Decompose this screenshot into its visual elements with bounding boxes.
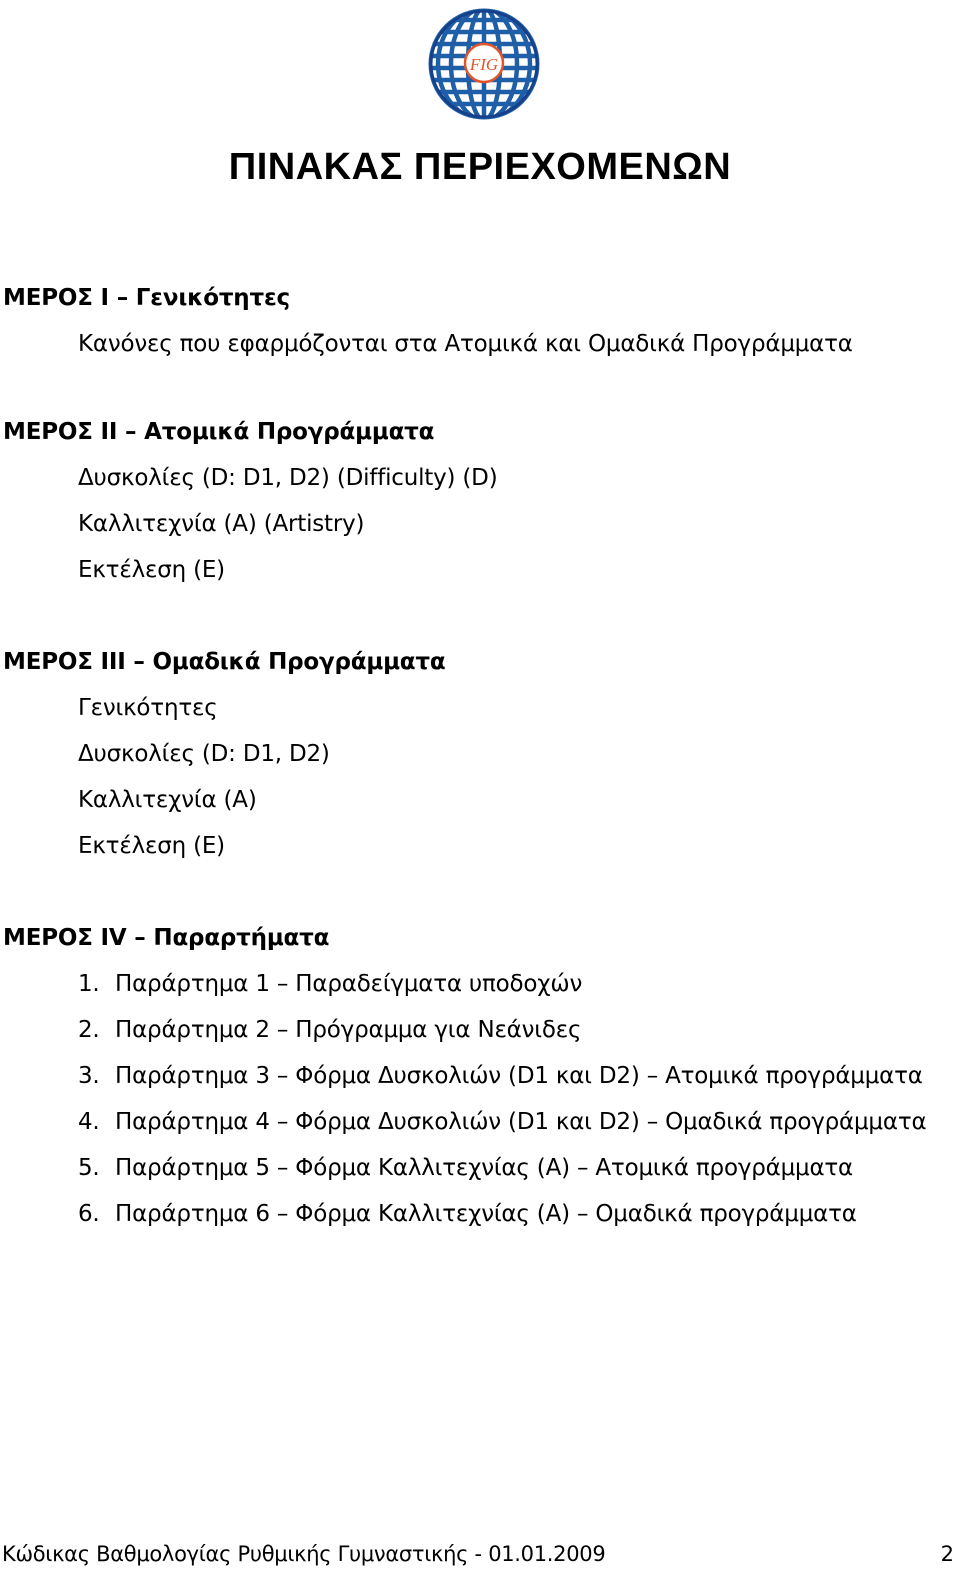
- appendix-item-6: [78, 1201, 857, 1227]
- part-3-entry-4: Εκτέλεση (E): [78, 833, 225, 859]
- appendix-item-1: [78, 971, 582, 997]
- part-1-heading: ΜΕΡΟΣ I – Γενικότητες: [3, 285, 290, 311]
- appendix-item-4: [78, 1109, 926, 1135]
- appendix-item-5: [78, 1155, 853, 1181]
- logo-text: FIG: [469, 55, 499, 74]
- appendix-title: Παράρτημα 3 – Φόρμα Δυσκολιών (D1 και D2) – Ατομικά προγράμματα: [115, 1063, 923, 1089]
- appendix-title: Παράρτημα 6 – Φόρμα Καλλιτεχνίας (A) – Ομαδικά προγράμματα: [115, 1201, 857, 1227]
- appendix-number: 1.: [78, 971, 100, 997]
- appendix-title: Παράρτημα 2 – Πρόγραμμα για Νεάνιδες: [115, 1017, 582, 1043]
- part-3-entry-2: Δυσκολίες (D: D1, D2): [78, 741, 330, 767]
- part-2-heading: ΜΕΡΟΣ II – Ατομικά Προγράμματα: [3, 419, 435, 445]
- part-2-entry-3: Εκτέλεση (E): [78, 557, 225, 583]
- part-2-entry-1: Δυσκολίες (D: D1, D2) (Difficulty) (D): [78, 465, 498, 491]
- part-3-entry-1: Γενικότητες: [78, 695, 218, 721]
- footer-title: Κώδικας Βαθμολογίας Ρυθμικής Γυμναστικής - 01.01.2009: [2, 1542, 606, 1566]
- part-4-heading: ΜΕΡΟΣ IV – Παραρτήματα: [3, 925, 330, 951]
- page-number: 2: [940, 1542, 954, 1566]
- appendix-number: 6.: [78, 1201, 100, 1227]
- appendix-number: 5.: [78, 1155, 100, 1181]
- part-2-entry-2: Καλλιτεχνία (A) (Artistry): [78, 511, 365, 537]
- part-1-entry-1: Κανόνες που εφαρμόζονται στα Ατομικά και Ομαδικά Προγράμματα: [78, 331, 853, 357]
- appendix-item-3: [78, 1063, 923, 1089]
- appendix-title: Παράρτημα 1 – Παραδείγματα υποδοχών: [115, 971, 583, 997]
- part-3-entry-3: Καλλιτεχνία (A): [78, 787, 257, 813]
- page-title: ΠΙΝΑΚΑΣ ΠΕΡΙΕΧΟΜΕΝΩΝ: [228, 146, 732, 188]
- appendix-number: 3.: [78, 1063, 100, 1089]
- appendix-title: Παράρτημα 5 – Φόρμα Καλλιτεχνίας (A) – Ατομικά προγράμματα: [115, 1155, 854, 1181]
- fig-logo: [428, 8, 540, 120]
- part-3-heading: ΜΕΡΟΣ III – Ομαδικά Προγράμματα: [3, 649, 446, 675]
- appendix-number: 2.: [78, 1017, 100, 1043]
- appendix-number: 4.: [78, 1109, 100, 1135]
- appendix-item-2: [78, 1017, 581, 1043]
- appendix-title: Παράρτημα 4 – Φόρμα Δυσκολιών (D1 και D2) – Ομαδικά προγράμματα: [115, 1109, 927, 1135]
